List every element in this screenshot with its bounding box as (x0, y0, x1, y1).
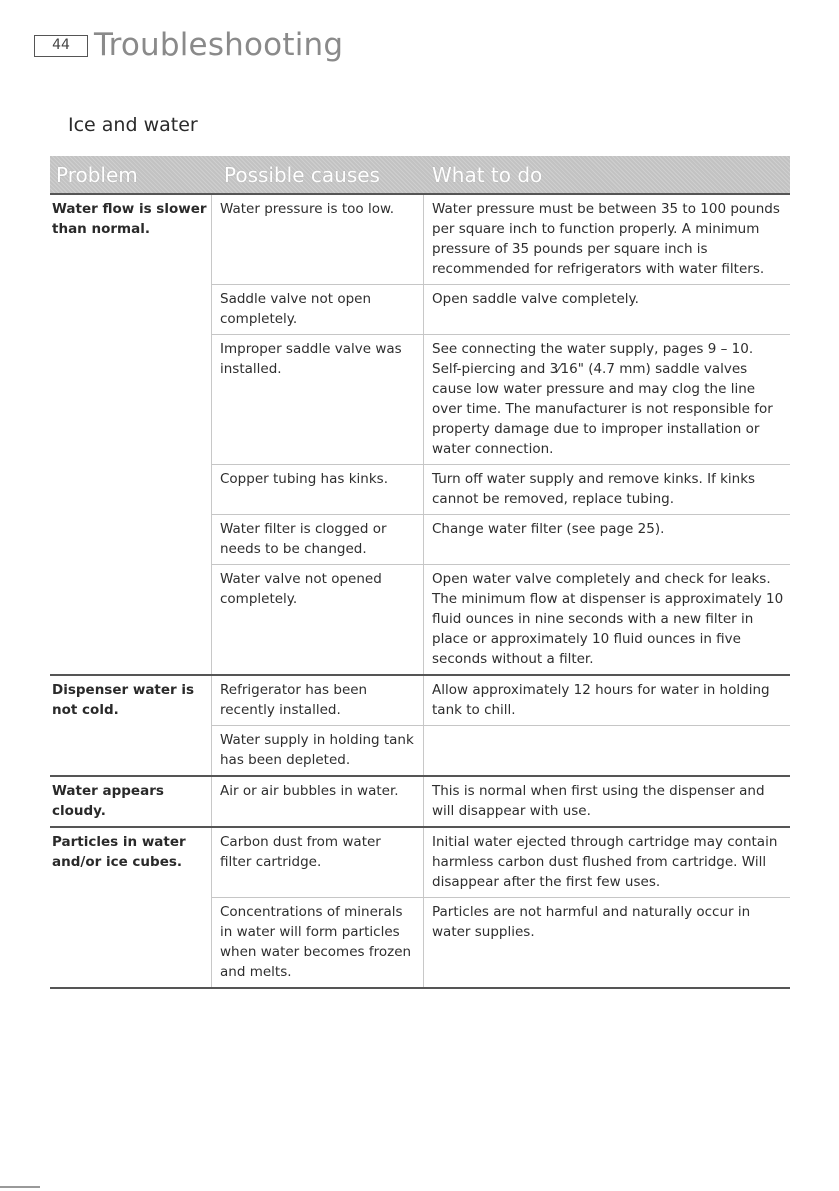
cause-cell: Water pressure is too low. (212, 195, 424, 284)
problem-label: Water appears cloudy. (50, 777, 212, 826)
todo-cell: Turn off water supply and remove kinks. If kinks cannot be removed, replace tubing. (432, 471, 756, 507)
header-problem: Problem (56, 162, 138, 187)
todo-cell: See connecting the water supply, pages 9 – 10. Self-piercing and 3⁄16" (4.7 mm) saddle valves cause low water pressure and may clog the line over time. The manufacturer is not responsible for property damage due to improper installation or water connection. (432, 341, 773, 457)
table-row (212, 285, 790, 335)
problem-label: Particles in water and/or ice cubes. (50, 828, 212, 987)
section-title: Ice and water (68, 114, 198, 136)
todo-cell: Change water filter (see page 25). (432, 521, 665, 537)
cause-cell: Air or air bubbles in water. (212, 777, 424, 826)
page-number: 44 (34, 35, 88, 57)
cause-cell: Copper tubing has kinks. (212, 465, 424, 514)
header-possible-causes: Possible causes (224, 162, 380, 187)
table-row (212, 465, 790, 515)
table-row (212, 828, 790, 898)
table-row (212, 726, 790, 775)
footer-rule (0, 1186, 40, 1188)
table-row (212, 777, 790, 826)
cause-cell: Refrigerator has been recently installed. (212, 676, 424, 725)
table-row (212, 676, 790, 726)
todo-cell: Water pressure must be between 35 to 100 pounds per square inch to function properly. A minimum pressure of 35 pounds per square inch is recommended for refrigerators with water filters. (432, 201, 780, 277)
cause-cell: Improper saddle valve was installed. (212, 335, 424, 464)
todo-cell: Initial water ejected through cartridge may contain harmless carbon dust flushed from cartridge. Will disappear after the first few uses. (432, 834, 778, 890)
table-row (212, 195, 790, 285)
table-header (50, 156, 790, 195)
problem-label: Water flow is slower than normal. (50, 195, 212, 674)
problem-group (50, 195, 790, 676)
cause-cell: Saddle valve not open completely. (212, 285, 424, 334)
todo-cell: Particles are not harmful and naturally occur in water supplies. (432, 904, 751, 940)
header-what-to-do: What to do (432, 162, 543, 187)
cause-cell: Water supply in holding tank has been depleted. (212, 726, 424, 775)
problem-group (50, 676, 790, 777)
todo-cell: Open saddle valve completely. (432, 291, 639, 307)
table-row (212, 335, 790, 465)
problem-group (50, 777, 790, 828)
table-row (212, 898, 790, 987)
todo-cell: This is normal when first using the dispenser and will disappear with use. (432, 783, 765, 819)
todo-cell (424, 726, 790, 775)
cause-cell: Carbon dust from water filter cartridge. (212, 828, 424, 897)
problem-label: Dispenser water is not cold. (50, 676, 212, 775)
cause-cell: Water filter is clogged or needs to be changed. (212, 515, 424, 564)
table-row (212, 515, 790, 565)
problem-group (50, 828, 790, 989)
cause-cell: Water valve not opened completely. (212, 565, 424, 674)
table-row (212, 565, 790, 674)
page-title: Troubleshooting (94, 27, 344, 63)
todo-cell: Open water valve completely and check for leaks. The minimum flow at dispenser is approximately 10 fluid ounces in nine seconds with a new filter in place or approximately 10 fluid ounces in five seconds without a filter. (432, 571, 784, 667)
troubleshooting-table (50, 156, 790, 989)
cause-cell: Concentrations of minerals in water will form particles when water becomes frozen and melts. (212, 898, 424, 987)
todo-cell: Allow approximately 12 hours for water in holding tank to chill. (432, 682, 770, 718)
